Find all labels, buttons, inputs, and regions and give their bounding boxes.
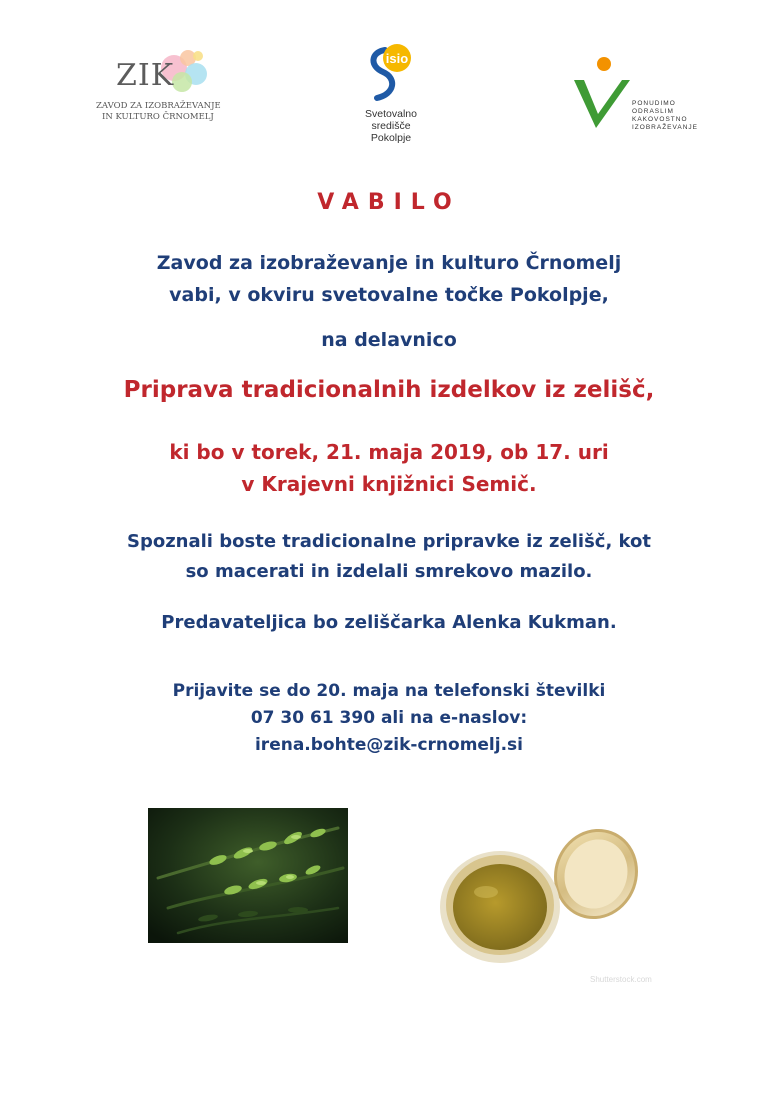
description-line2: so macerati in izdelali smrekovo mazilo. bbox=[185, 561, 593, 582]
signup-line2: 07 30 61 390 ali na e-naslov: bbox=[250, 708, 528, 728]
ponudimo-logo bbox=[570, 54, 700, 144]
stock-watermark: Shutterstock.com bbox=[590, 975, 652, 984]
signup-email: irena.bohte@zik-crnomelj.si bbox=[254, 735, 523, 755]
workshop-title: Priprava tradicionalnih izdelkov iz zelišč, bbox=[123, 377, 655, 403]
event-datetime: ki bo v torek, 21. maja 2019, ob 17. uri bbox=[169, 440, 609, 464]
ponudimo-line3: KAKOVOSTNO bbox=[632, 116, 688, 123]
zik-name-line2: IN KULTURO ČRNOMELJ bbox=[102, 112, 214, 122]
ponudimo-line4: IZOBRAŽEVANJE bbox=[632, 124, 698, 131]
zik-name-line1: ZAVOD ZA IZOBRAŽEVANJE bbox=[96, 101, 221, 111]
spruce-branch-photo bbox=[148, 808, 348, 943]
zik-logo bbox=[96, 44, 236, 134]
sisio-logo bbox=[355, 44, 445, 154]
organizer-line2: vabi, v okviru svetovalne točke Pokolpje, bbox=[169, 284, 609, 306]
lecturer-line: Predavateljica bo zeliščarka Alenka Kukman. bbox=[161, 612, 617, 633]
zik-wordmark: ZIK bbox=[116, 58, 175, 93]
sisio-mark-graphic bbox=[355, 44, 435, 106]
sisio-caption-line2: središče bbox=[371, 120, 411, 132]
event-location: v Krajevni knjižnici Semič. bbox=[241, 472, 537, 496]
sisio-caption-line1: Svetovalno bbox=[365, 108, 417, 120]
signup-line1: Prijavite se do 20. maja na telefonski številki bbox=[172, 681, 606, 701]
v-checkmark-graphic bbox=[570, 54, 634, 134]
sisio-caption-line3: Pokolpje bbox=[370, 132, 412, 144]
workshop-intro: na delavnico bbox=[321, 329, 457, 351]
salve-jar-photo bbox=[428, 812, 658, 992]
invitation-title: VABILO bbox=[317, 190, 461, 215]
ponudimo-tagline bbox=[632, 100, 698, 132]
ponudimo-line2: ODRASLIM bbox=[632, 108, 674, 115]
ponudimo-line1: PONUDIMO bbox=[632, 100, 676, 107]
organizer-line1: Zavod za izobraževanje in kulturo Črnomelj bbox=[156, 252, 622, 274]
description-line1: Spoznali boste tradicionalne pripravke iz zelišč, kot bbox=[126, 531, 652, 552]
sisio-wordmark: isio bbox=[385, 51, 409, 66]
